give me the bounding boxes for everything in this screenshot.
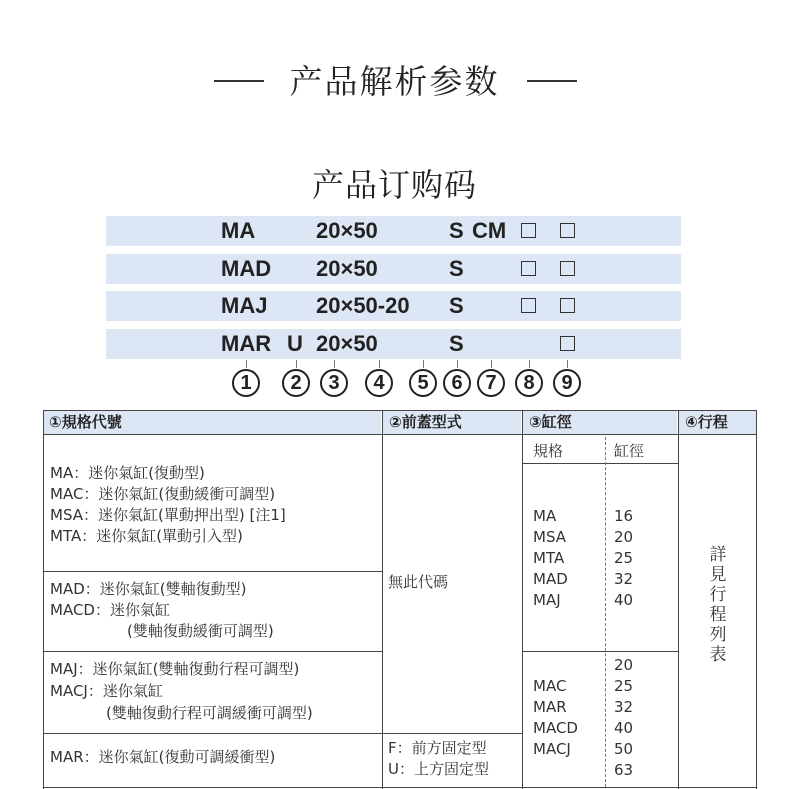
bore-size: 16 xyxy=(614,507,634,525)
order-model: MAJ xyxy=(221,293,268,318)
bore-size: 32 xyxy=(614,570,634,588)
option-box xyxy=(560,336,575,351)
code-tick xyxy=(423,360,424,368)
order-code-title: 产品订购码 xyxy=(311,166,477,204)
header-cover: ②前蓋型式 xyxy=(383,411,521,434)
table-header-border xyxy=(43,434,756,435)
stroke-note-char: 行 xyxy=(709,585,727,605)
order-size: 20×50 xyxy=(316,256,378,281)
order-size: 20×50-20 xyxy=(316,293,410,318)
spec-text: MTA：迷你氣缸(單動引入型) xyxy=(50,527,243,545)
bore-size: 50 xyxy=(614,740,634,758)
order-model: MA xyxy=(221,218,256,243)
order-type: S xyxy=(449,218,464,243)
code-index-3: 3 xyxy=(320,369,348,397)
bore-model: MACD xyxy=(533,719,578,737)
order-size: 20×50 xyxy=(316,218,378,243)
code-tick xyxy=(379,360,380,368)
order-row-1 xyxy=(106,216,681,246)
page-title: 产品解析参数 xyxy=(289,62,500,101)
spec-text: MA：迷你氣缸(復動型) xyxy=(50,464,205,482)
spec-text: MACJ：迷你氣缸 xyxy=(50,682,163,700)
cover-row-divider xyxy=(382,733,522,734)
code-index-1: 1 xyxy=(232,369,260,397)
option-box xyxy=(560,261,575,276)
col-divider-2 xyxy=(522,410,523,789)
option-box xyxy=(560,223,575,238)
order-row-2 xyxy=(106,254,681,284)
bore-model: MACJ xyxy=(533,740,571,758)
code-index-5: 5 xyxy=(409,369,437,397)
bore-size: 40 xyxy=(614,719,634,737)
cover-option: U：上方固定型 xyxy=(388,760,489,778)
spec-text: MAR：迷你氣缸(復動可調緩衝型) xyxy=(50,748,276,766)
bore-model: MAJ xyxy=(533,591,561,609)
order-model: MAR xyxy=(221,331,272,356)
option-box xyxy=(560,298,575,313)
bore-subheader-bore: 缸徑 xyxy=(614,442,645,460)
bore-size: 40 xyxy=(614,591,634,609)
code-index-4: 4 xyxy=(365,369,393,397)
col-divider-3 xyxy=(678,410,679,789)
bore-subheader-divider xyxy=(522,463,678,464)
bore-subheader-spec: 規格 xyxy=(533,442,564,460)
order-size: 20×50 xyxy=(316,331,378,356)
code-tick xyxy=(567,360,568,368)
spec-row-divider xyxy=(43,733,382,734)
bore-model: MAR xyxy=(533,698,567,716)
bore-size: 25 xyxy=(614,677,634,695)
spec-text: MAJ：迷你氣缸(雙軸復動行程可調型) xyxy=(50,660,300,678)
bore-model: MA xyxy=(533,507,557,525)
cover-option: F：前方固定型 xyxy=(388,739,487,757)
table-bottom-border xyxy=(43,787,756,788)
spec-text: MSA：迷你氣缸(單動押出型) [注1] xyxy=(50,506,286,524)
order-type: S xyxy=(449,256,464,281)
stroke-note-char: 見 xyxy=(709,565,727,585)
bore-model: MAD xyxy=(533,570,568,588)
spec-text: MAC：迷你氣缸(復動緩衝可調型) xyxy=(50,485,276,503)
bore-model: MSA xyxy=(533,528,567,546)
bore-size: 20 xyxy=(614,528,634,546)
bore-size: 20 xyxy=(614,656,634,674)
bore-size: 32 xyxy=(614,698,634,716)
option-box xyxy=(521,223,536,238)
stroke-note-char: 表 xyxy=(709,645,727,665)
order-type: S xyxy=(449,293,464,318)
order-type: S xyxy=(449,331,464,356)
spec-text: MACD：迷你氣缸 xyxy=(50,601,170,619)
code-tick xyxy=(529,360,530,368)
header-rule-right xyxy=(527,80,577,82)
table-right-border xyxy=(756,410,757,789)
spec-row-divider xyxy=(43,651,382,652)
spec-text: MAD：迷你氣缸(雙軸復動型) xyxy=(50,580,247,598)
header-stroke: ④行程 xyxy=(679,411,756,434)
order-extra: CM xyxy=(472,218,507,243)
stroke-note-char: 列 xyxy=(709,625,727,645)
code-tick xyxy=(296,360,297,368)
spec-text: (雙軸復動緩衝可調型) xyxy=(127,622,274,640)
header-spec: ①規格代號 xyxy=(43,411,381,434)
code-index-9: 9 xyxy=(553,369,581,397)
cover-none: 無此代碼 xyxy=(388,573,449,591)
option-box xyxy=(521,261,536,276)
code-tick xyxy=(491,360,492,368)
order-model: MAD xyxy=(221,256,272,281)
code-tick xyxy=(334,360,335,368)
spec-text: (雙軸復動行程可調緩衝可調型) xyxy=(106,704,313,722)
bore-model: MAC xyxy=(533,677,567,695)
code-tick xyxy=(457,360,458,368)
header-bore: ③缸徑 xyxy=(523,411,677,434)
spec-row-divider xyxy=(43,571,382,572)
code-index-2: 2 xyxy=(282,369,310,397)
code-index-6: 6 xyxy=(443,369,471,397)
bore-size: 63 xyxy=(614,761,634,779)
bore-dashed-separator xyxy=(605,437,606,787)
code-tick xyxy=(246,360,247,368)
table-top-border xyxy=(43,410,756,411)
order-row-4 xyxy=(106,329,681,359)
bore-model: MTA xyxy=(533,549,565,567)
order-cover: U xyxy=(287,331,303,356)
bore-size: 25 xyxy=(614,549,634,567)
option-box xyxy=(521,298,536,313)
code-index-7: 7 xyxy=(477,369,505,397)
stroke-note-char: 程 xyxy=(709,605,727,625)
bore-group-divider xyxy=(522,651,678,652)
stroke-note-char: 詳 xyxy=(709,545,727,565)
code-index-8: 8 xyxy=(515,369,543,397)
